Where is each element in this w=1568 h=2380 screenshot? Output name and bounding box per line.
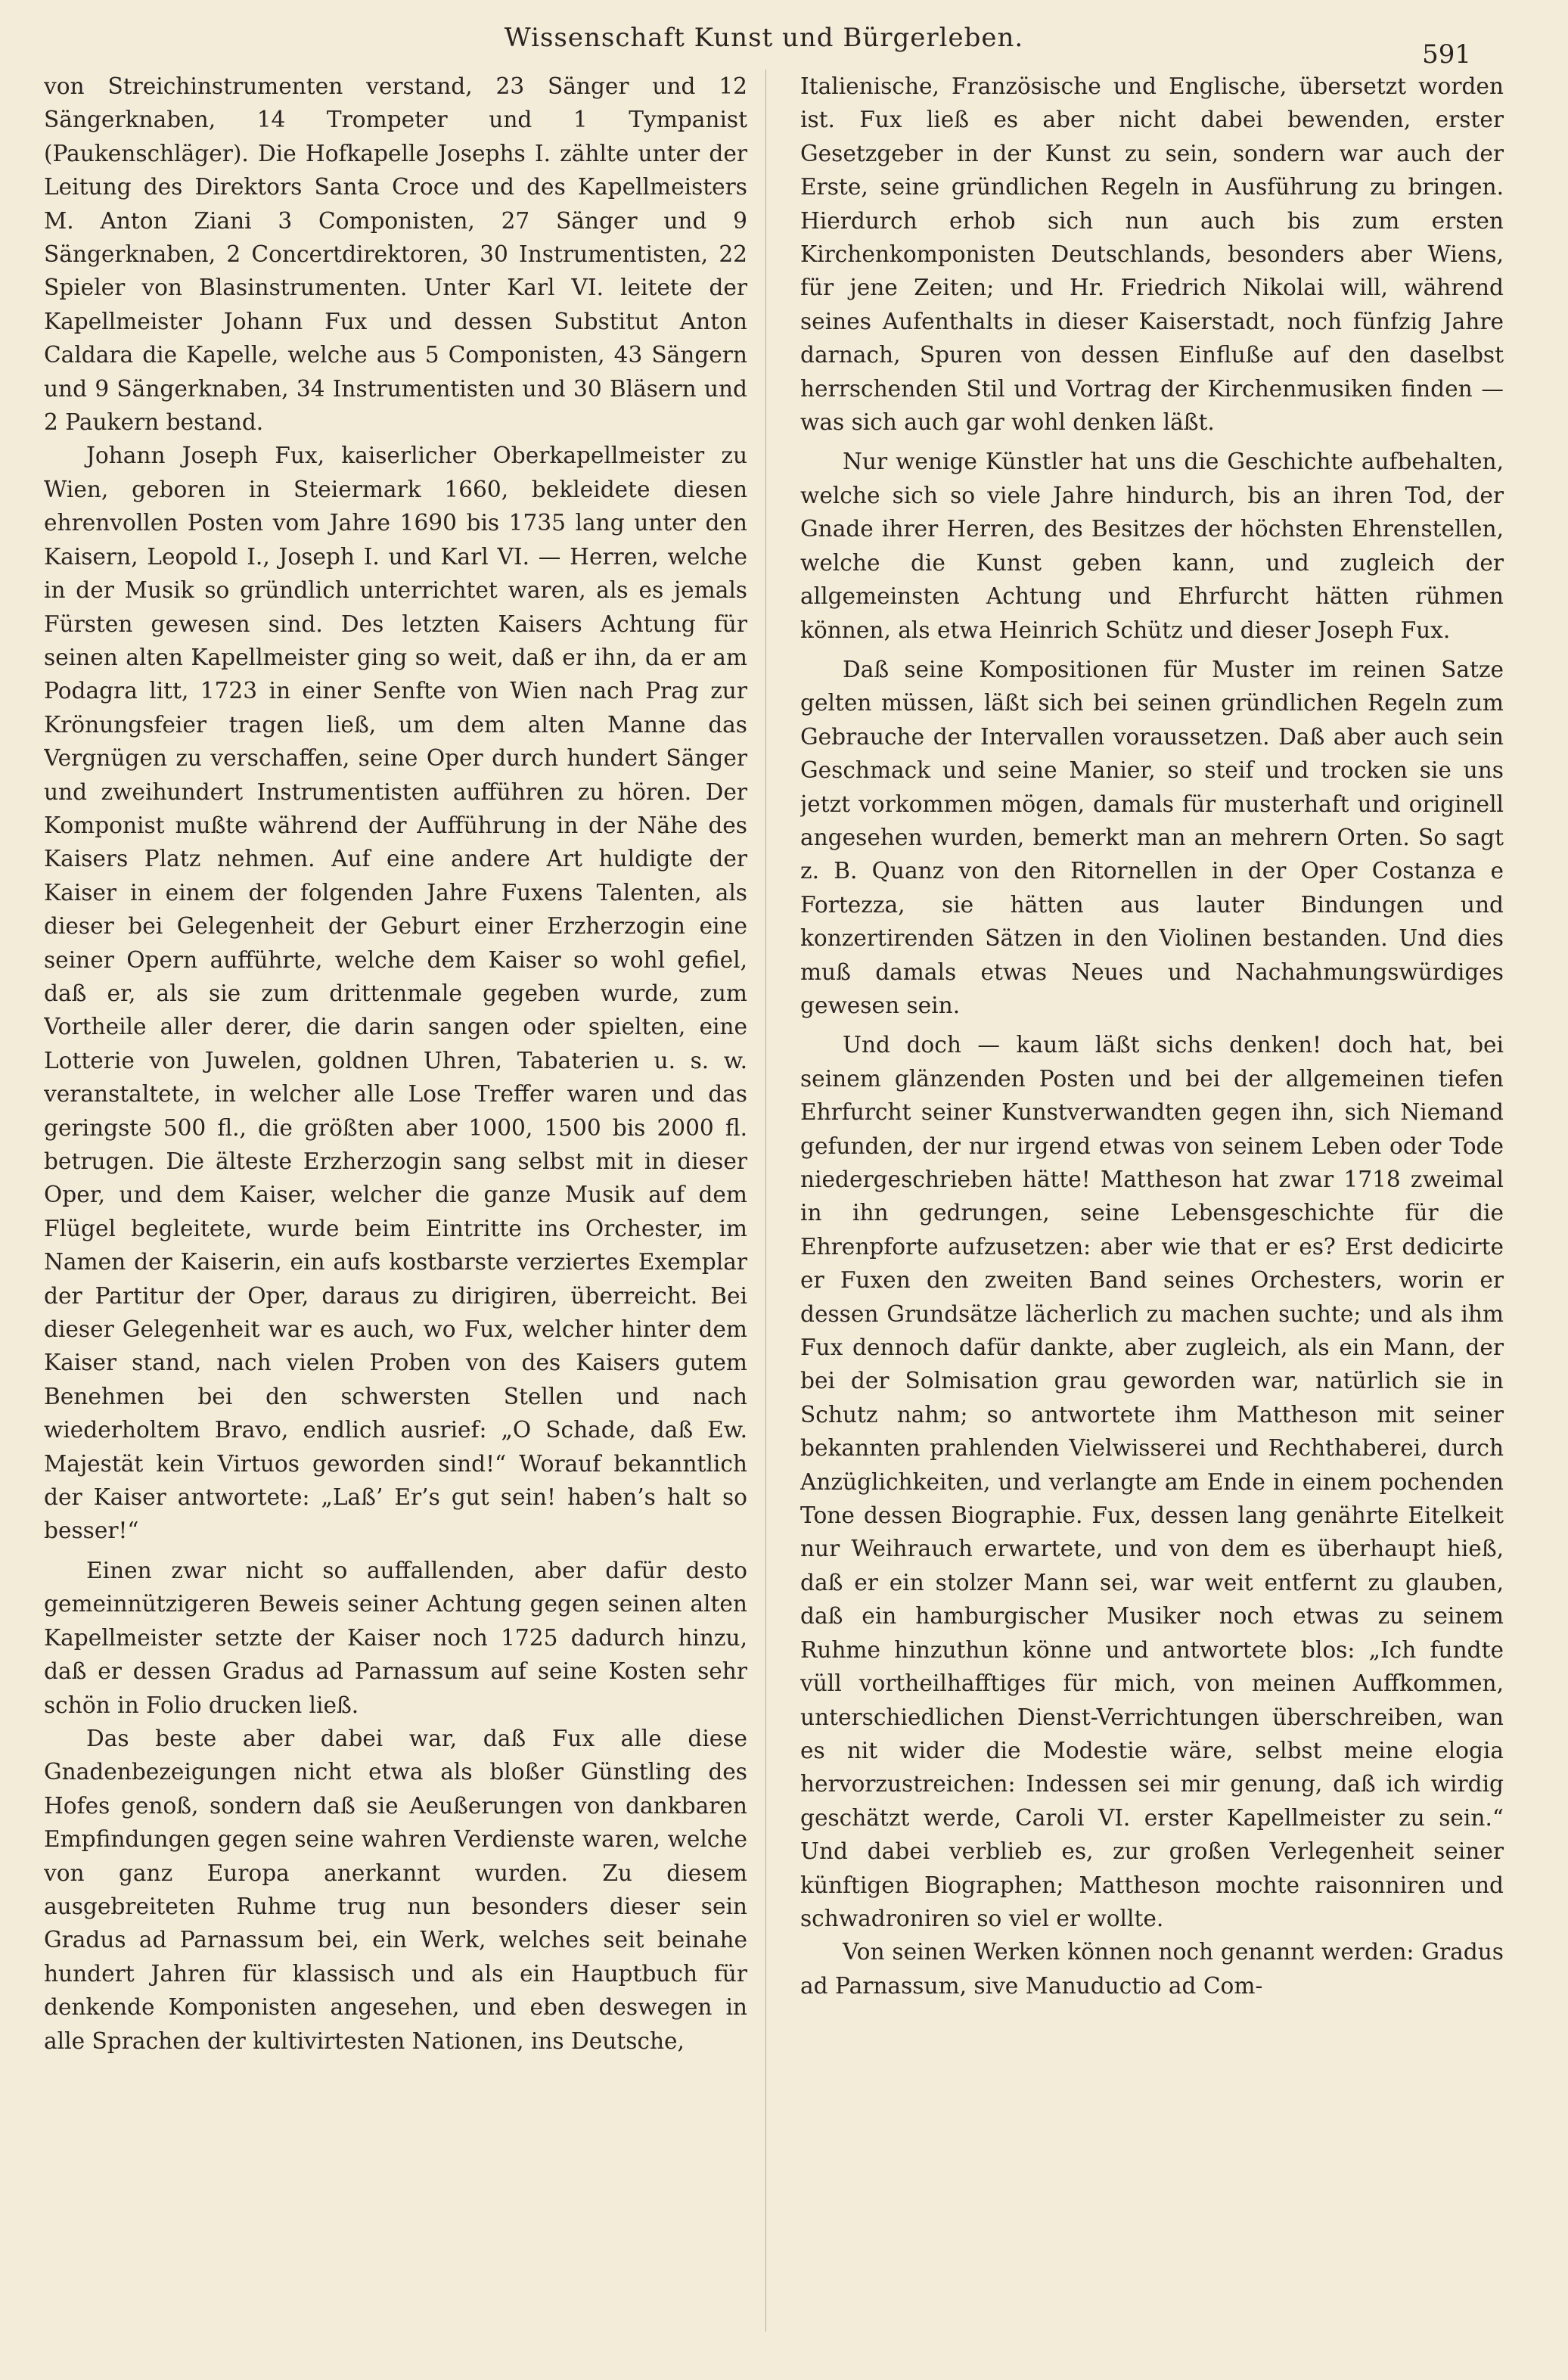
left-column xyxy=(44,70,747,2332)
paragraph: Johann Joseph Fux, kaiserlicher Oberkapellmeister zu Wien, geboren in Steiermark 1660, bekleidete diesen ehrenvollen Posten vom Jahre 1690 bis 1735 lang unter den Kaisern, Leopold I., Joseph I. und Karl VI. — Herren, welche in der Musik so gründlich unterrichtet waren, als es jemals Fürsten gewesen sind. Des letzten Kaisers Achtung für seinen alten Kapellmeister ging so weit, daß er ihn, da er am Podagra litt, 1723 in einer Senfte von Wien nach Prag zur Krönungsfeier tragen ließ, um dem alten Manne das Vergnügen zu verschaffen, seine Oper durch hundert Sänger und zweihundert Instrumentisten aufführen zu hören. Der Komponist mußte während der Aufführung in der Nähe des Kaisers Platz nehmen. Auf eine andere Art huldigte der Kaiser in einem der folgenden Jahre Fuxens Talenten, als dieser bei Gelegenheit der Geburt einer Erzherzogin eine seiner Opern aufführte, welche dem Kaiser so wohl gefiel, daß er, als sie zum drittenmale gegeben wurde, zum Vortheile aller derer, die darin sangen oder spielten, eine Lotterie von Juwelen, goldnen Uhren, Tabaterien u. s. w. veranstaltete, in welcher alle Lose Treffer waren und das geringste 500 fl., die größten aber 1000, 1500 bis 2000 fl. betrugen. Die älteste Erzherzogin sang selbst mit in dieser Oper, und dem Kaiser, welcher die ganze Musik auf dem Flügel begleitete, wurde beim Eintritte ins Orchester, im Namen der Kaiserin, ein aufs kostbarste verziertes Exemplar der Partitur der Oper, daraus zu dirigiren, überreicht. Bei dieser Gelegenheit war es auch, wo Fux, welcher hinter dem Kaiser stand, nach vielen Proben von des Kaisers gutem Benehmen bei den schwersten Stellen und nach wiederholtem Bravo, endlich ausrief: „O Schade, daß Ew. Majestät kein Virtuos geworden sind!“ Worauf bekanntlich der Kaiser antwortete: „Laß’ Er’s gut sein! haben’s halt so besser!“ xyxy=(44,443,747,1544)
paragraph: Daß seine Kompositionen für Muster im reinen Satze gelten müssen, läßt sich bei seinen gründlichen Regeln zum Gebrauche der Intervallen voraussetzen. Daß aber auch sein Geschmack und seine Manier, so steif und trocken sie uns jetzt vorkommen mögen, damals für musterhaft und originell angesehen wurden, bemerkt man an mehrern Orten. So sagt z. B. Quanz von den Ritornellen in der Oper Costanza e Fortezza, sie hätten aus lauter Bindungen und konzertirenden Sätzen in den Violinen bestanden. Und dies muß damals etwas Neues und Nachahmungswürdiges gewesen sein. xyxy=(800,656,1504,1018)
paragraph: Und doch — kaum läßt sichs denken! doch hat, bei seinem glänzenden Posten und bei der allgemeinen tiefen Ehrfurcht seiner Kunstverwandten gegen ihn, sich Niemand gefunden, der nur irgend etwas von seinem Leben oder Tode niedergeschrieben hätte! Mattheson hat zwar 1718 zweimal in ihn gedrungen, seine Lebensgeschichte für die Ehrenpforte aufzusetzen: aber wie that er es? Erst dedicirte er Fuxen den zweiten Band seines Orchesters, worin er dessen Grundsätze lächerlich zu machen suchte; und als ihm Fux dennoch dafür dankte, aber zugleich, als ein Mann, der bei der Solmisation grau geworden war, natürlich sie in Schutz nahm; so antwortete ihm Mattheson mit seiner bekannten prahlenden Vielwisserei und Rechthaberei, durch Anzüglichkeiten, und verlangte am Ende in einem pochenden Tone dessen Biographie. Fux, dessen lang genährte Eitelkeit nur Weihrauch erwartete, und von dem es überhaupt hieß, daß er ein stolzer Mann sei, war weit entfernt zu glauben, daß ein hamburgischer Musiker noch etwas zu seinem Ruhme hinzuthun könne und antwortete blos: „Ich fundte vüll vortheilhafftiges für mich, von meinen Auffkommen, unterschiedlichen Dienst-Verrichtungen überschreiben, wan es nit wider die Modestie wäre, selbst meine elogia hervorzustreichen: Indessen sei mir genung, daß ich wirdig geschätzt werde, Caroli VI. erster Kapellmeister zu sein.“ Und dabei verblieb es, zur großen Verlegenheit seiner künftigen Biographen; Mattheson mochte raisonniren und schwadroniren so viel er wollte. xyxy=(800,1032,1504,1931)
paragraph: Nur wenige Künstler hat uns die Geschichte aufbehalten, welche sich so viele Jahre hindurch, bis an ihren Tod, der Gnade ihrer Herren, des Besitzes der höchsten Ehrenstellen, welche die Kunst geben kann, und zugleich der allgemeinsten Achtung und Ehrfurcht hätten rühmen können, als etwa Heinrich Schütz und dieser Joseph Fux. xyxy=(800,449,1504,643)
paragraph: Das beste aber dabei war, daß Fux alle diese Gnadenbezeigungen nicht etwa als bloßer Günstling des Hofes genoß, sondern daß sie Aeußerungen von dankbaren Empfindungen gegen seine wahren Verdienste waren, welche von ganz Europa anerkannt wurden. Zu diesem ausgebreiteten Ruhme trug nun besonders dieser sein Gradus ad Parnassum bei, ein Werk, welches seit beinahe hundert Jahren für klassisch und als ein Hauptbuch für denkende Komponisten angesehen, und eben deswegen in alle Sprachen der kultivirtesten Nationen, ins Deutsche, xyxy=(44,1725,747,2054)
page-header xyxy=(0,17,1568,70)
paragraph: Von seinen Werken können noch genannt werden: Gradus ad Parnassum, sive Manuductio ad Com- xyxy=(800,1939,1504,1999)
paragraph: Italienische, Französische und Englische, übersetzt worden ist. Fux ließ es aber nicht dabei bewenden, erster Gesetzgeber in der Kunst zu sein, sondern war auch der Erste, seine gründlichen Regeln in Ausführung zu bringen. Hierdurch erhob sich nun auch bis zum ersten Kirchenkomponisten Deutschlands, besonders aber Wiens, für jene Zeiten; und Hr. Friedrich Nikolai will, während seines Aufenthalts in dieser Kaiserstadt, noch fünfzig Jahre darnach, Spuren von dessen Einfluße auf den daselbst herrschenden Stil und Vortrag der Kirchenmusiken finden — was sich auch gar wohl denken läßt. xyxy=(800,73,1504,436)
column-divider xyxy=(765,70,766,2332)
running-title: Wissenschaft Kunst und Bürgerleben. xyxy=(504,23,1024,53)
paragraph: Einen zwar nicht so auffallenden, aber dafür desto gemeinnützigeren Beweis seiner Achtung gegen seinen alten Kapellmeister setzte der Kaiser noch 1725 dadurch hinzu, daß er dessen Gradus ad Parnassum auf seine Kosten sehr schön in Folio drucken ließ. xyxy=(44,1557,747,1718)
page-number: 591 xyxy=(1422,39,1471,70)
paragraph: von Streichinstrumenten verstand, 23 Sänger und 12 Sängerknaben, 14 Trompeter und 1 Tympanist (Paukenschläger). Die Hofkapelle Josephs I. zählte unter der Leitung des Direktors Santa Croce und des Kapellmeisters M. Anton Ziani 3 Componisten, 27 Sänger und 9 Sängerknaben, 2 Concertdirektoren, 30 Instrumentisten, 22 Spieler von Blasinstrumenten. Unter Karl VI. leitete der Kapellmeister Johann Fux und dessen Substitut Anton Caldara die Kapelle, welche aus 5 Componisten, 43 Sängern und 9 Sängerknaben, 34 Instrumentisten und 30 Bläsern und 2 Paukern bestand. xyxy=(44,73,747,436)
right-column xyxy=(800,70,1504,2332)
